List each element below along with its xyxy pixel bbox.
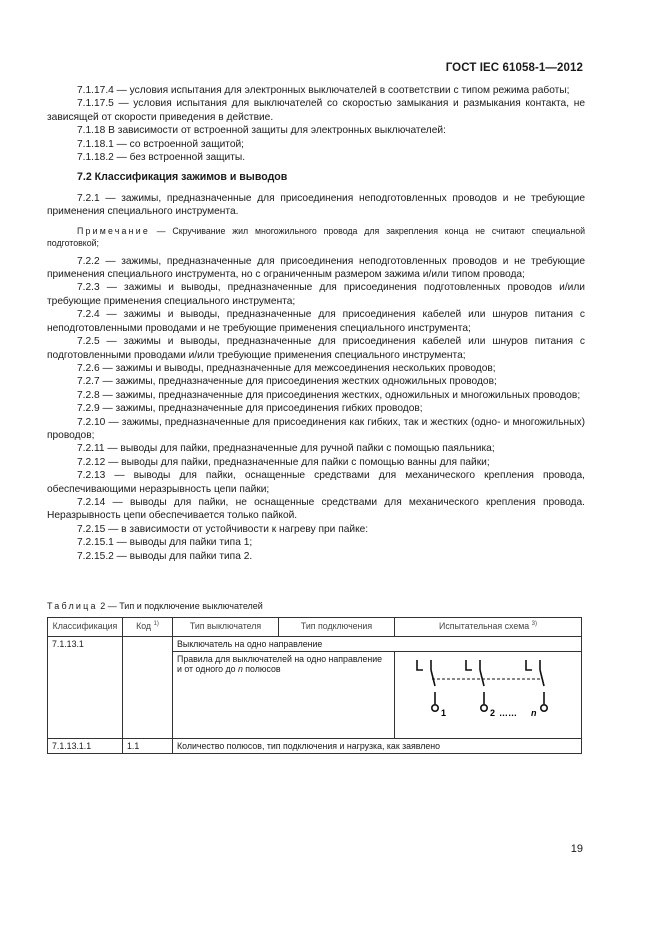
paragraph: 7.2.13 — выводы для пайки, оснащенные средствами для механического крепления провода, обеспечивающими неразрывность цепи пайки; [47, 470, 585, 495]
paragraph: 7.2.14 — выводы для пайки, не оснащенные средствами для механического крепления провода. Неразрывность цепи обеспечивается только пайкой. [47, 496, 585, 522]
paragraph: 7.2.15.1 — выводы для пайки типа 1; [77, 537, 253, 549]
test-scheme-diagram [395, 652, 570, 734]
cell-code: 1.1 [123, 739, 173, 754]
page-number: 19 [570, 843, 583, 855]
paragraph: 7.2.1 — зажимы, предназначенные для присоединения неподготовленных проводов и не требующие применения специального инструмента. [47, 192, 585, 218]
paragraph: 7.1.18.1 — со встроенной защитой; [77, 138, 245, 150]
document-id-header: ГОСТ IEC 61058-1—2012 [445, 62, 583, 74]
note-text: — Скручивание жил многожильного провода для закрепления конца не считают специальной подготовкой; [47, 225, 585, 248]
header-switch-type: Тип выключателя [173, 618, 279, 637]
paragraph: 7.2.7 — зажимы, предназначенные для присоединения жестких одножильных проводов; [77, 376, 497, 388]
cell-rule: Правила для выключателей на одно направление и от одного до n полюсов [173, 652, 395, 739]
paragraph: 7.2.3 — зажимы и выводы, предназначенные для присоединения подготовленных проводов и/или требующие применения специального инструмента; [47, 282, 585, 307]
document-body [47, 84, 585, 563]
paragraph: 7.2.15.2 — выводы для пайки типа 2. [77, 550, 253, 562]
table-caption-text: 2 — Тип и подключение выключателей [97, 601, 263, 611]
cell-code [123, 637, 173, 739]
table-row [48, 739, 582, 754]
note [47, 225, 585, 249]
header-test-scheme: Испытательная схема $^{3)}$ [395, 618, 582, 637]
pole-label-dots: …… [499, 708, 517, 718]
pole-label-1: 1 [441, 708, 447, 718]
header-code: Код $^{1)}$ [123, 618, 173, 637]
pole-label-2: 2 [490, 708, 496, 718]
paragraph: 7.2.10 — зажимы, предназначенные для присоединения как гибких, так и жестких (одно- и многожильных) проводов; [47, 416, 585, 441]
paragraph: 7.2.12 — выводы для пайки, предназначенные для пайки с помощью ванны для пайки; [77, 456, 490, 468]
paragraph: 7.2.4 — зажимы и выводы, предназначенные для присоединения кабелей или шнуров питания с неподготовленными проводами и не требующие применения специального инструмента; [47, 309, 585, 334]
paragraph: 7.2.8 — зажимы, предназначенные для присоединения жестких, одножильных и многожильных проводов; [77, 389, 581, 401]
table-header-row [48, 618, 582, 637]
paragraph: 7.2.9 — зажимы, предназначенные для присоединения гибких проводов; [77, 403, 423, 415]
paragraph: 7.1.17.5 — условия испытания для выключателей со скоростью замыкания и размыкания контакта, не зависящей от скорости приведения в действие. [47, 98, 585, 123]
paragraph: 7.2.2 — зажимы, предназначенные для присоединения неподготовленных проводов и не требующие применения специального инструмента, но с ограниченным размером зажима и/или типом провода; [47, 255, 585, 281]
paragraph: 7.1.17.4 — условия испытания для электронных выключателей в соответствии с типом режима работы; [77, 85, 570, 96]
cell-classification: 7.1.13.1.1 [48, 739, 123, 754]
header-connection-type: Тип подключения [279, 618, 395, 637]
paragraph: 7.2.11 — выводы для пайки, предназначенные для ручной пайки с помощью паяльника; [77, 443, 495, 455]
paragraph: 7.2.6 — зажимы и выводы, предназначенные для межсоединения нескольких проводов; [77, 362, 496, 374]
paragraph: 7.1.18.2 — без встроенной защиты. [77, 152, 246, 164]
pole-label-n: n [531, 708, 537, 718]
paragraph: 7.2.5 — зажимы и выводы, предназначенные для присоединения кабелей или шнуров питания с подготовленными проводами и/или требующие применения специального инструмента; [47, 336, 585, 361]
table-caption [47, 601, 263, 611]
footnote-ref: 3) [531, 621, 537, 627]
footnote-ref: 1) [153, 621, 159, 627]
cell-description: Выключатель на одно направление [173, 637, 582, 652]
cell-classification: 7.1.13.1 [48, 637, 123, 739]
cell-test-scheme [395, 652, 582, 739]
note-label: Примечание [77, 225, 150, 236]
paragraph: 7.1.18 В зависимости от встроенной защиты для электронных выключателей: [77, 125, 446, 137]
header-classification: Классификация [48, 618, 123, 637]
section-heading: 7.2 Классификация зажимов и выводов [77, 171, 288, 184]
table-row [48, 637, 582, 652]
table-caption-label: Таблица [47, 601, 98, 611]
switch-type-table [47, 617, 582, 754]
paragraph: 7.2.15 — в зависимости от устойчивости к нагреву при пайке: [77, 523, 369, 535]
cell-description: Количество полюсов, тип подключения и нагрузка, как заявлено [173, 739, 582, 754]
